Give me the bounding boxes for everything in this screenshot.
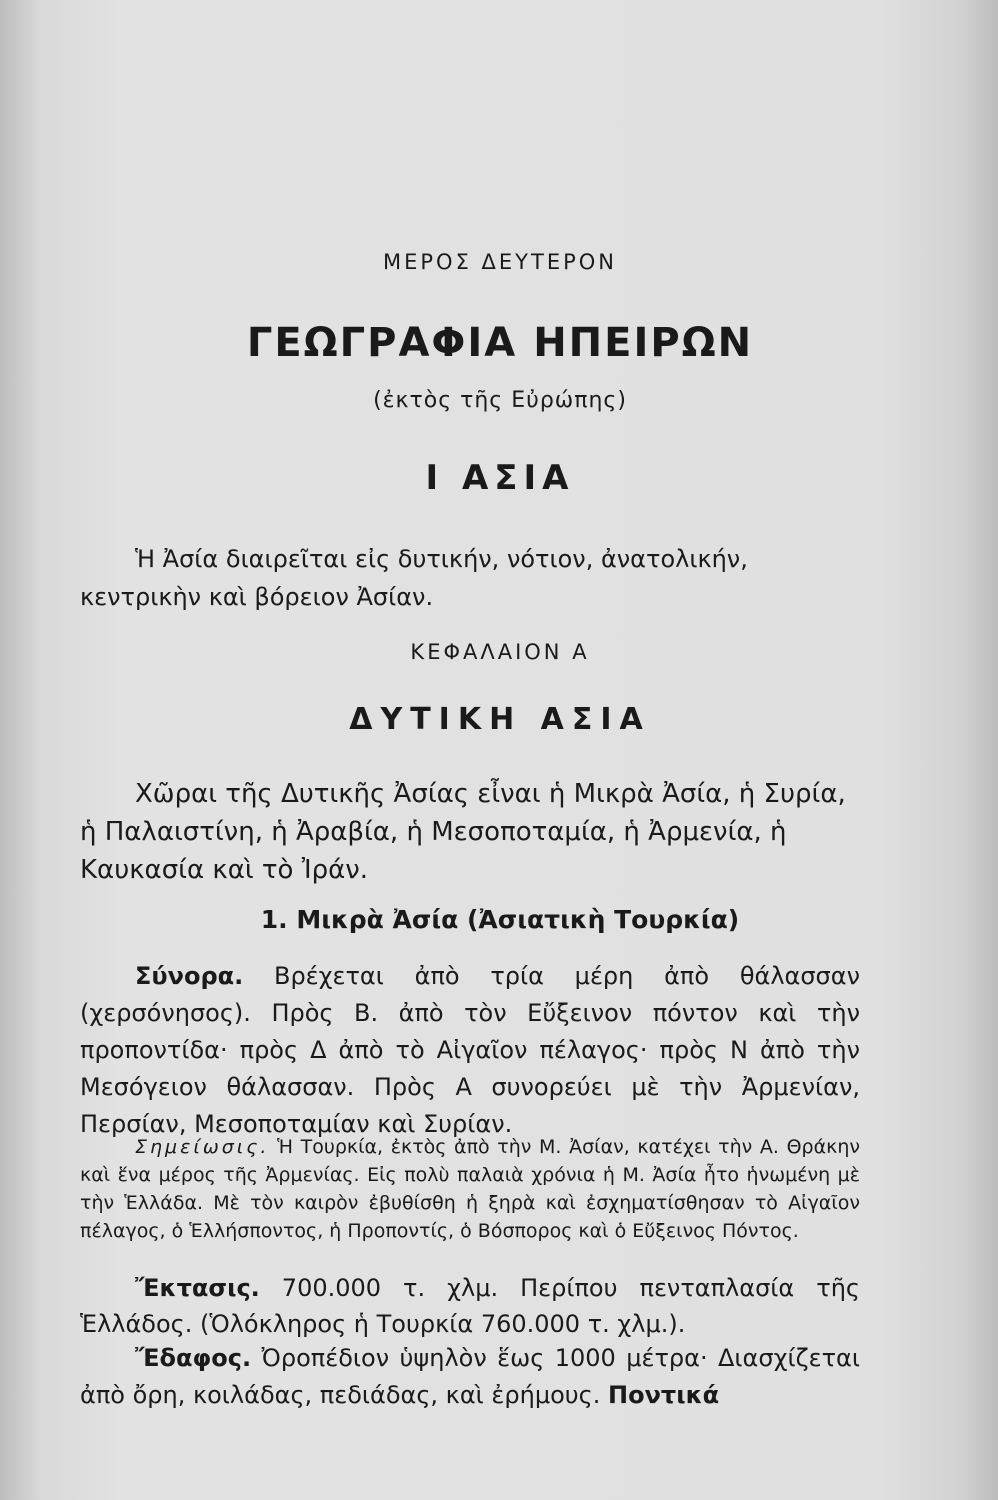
section-intro-text: Ἡ Ἀσία διαιρεῖται εἰς δυτικήν, νότιον, ἀνατολικήν, κεντρικὴν καὶ βόρειον Ἀσίαν. bbox=[80, 545, 748, 611]
chapter-intro-prefix: Χῶραι τῆς Δυτικῆς Ἀσίας εἶναι ἡ bbox=[135, 779, 574, 809]
chapter-title: ΔΥΤΙΚΗ ΑΣΙΑ bbox=[349, 702, 651, 737]
chapter-intro-countries: Μικρὰ Ἀσία, ἡ Συρία, ἡ Παλαιστίνη, ἡ Ἀραβία, ἡ Μεσοποταμία, ἡ Ἀρμενία, ἡ Καυκασία καὶ τὸ Ἰράν. bbox=[80, 779, 846, 885]
part-label: ΜΕΡΟΣ ΔΕΥΤΕΡΟΝ bbox=[383, 250, 617, 274]
borders-text: Βρέχεται ἀπὸ τρία μέρη ἀπὸ θάλασσαν (χερσόνησος). Πρὸς Β. ἀπὸ τὸν Εὔξεινον πόντον καὶ τὴν προποντίδα· πρὸς Δ ἀπὸ τὸ Αἰγαῖον πέλαγος· πρὸς Ν ἀπὸ τὴν Μεσόγειον θάλασσαν. Πρὸς Α συνορεύει μὲ τὴν Ἀρμενίαν, Περσίαν, Μεσοποταμίαν καὶ Συρίαν. bbox=[80, 962, 860, 1138]
page-title: ΓΕΩΓΡΑΦΙΑ ΗΠΕΙΡΩΝ bbox=[246, 320, 754, 366]
soil-line bbox=[80, 1340, 860, 1414]
soil-label: Ἔδαφος. bbox=[135, 1344, 252, 1372]
soil-paragraph bbox=[80, 1340, 860, 1414]
note-line bbox=[80, 1133, 860, 1245]
note-label: Σημείωσις. bbox=[135, 1136, 270, 1158]
section-intro bbox=[80, 540, 860, 616]
section-title: I ΑΣΙΑ bbox=[425, 458, 575, 498]
note-text: Ἡ Τουρκία, ἐκτὸς ἀπὸ τὴν Μ. Ἀσίαν, κατέχει τὴν Α. Θράκην καὶ ἕνα μέρος τῆς Ἀρμενίας. Εἰς πολὺ παλαιὰ χρόνια ἡ Μ. Ἀσία ἦτο ἡνωμένη μὲ τὴν Ἑλλάδα. Μὲ τὸν καιρὸν ἐβυθίσθη ἡ ξηρὰ καὶ ἐσχηματίσθησαν τὸ Αἰγαῖον πέλαγος, ὁ Ἑλλήσποντος, ἡ Προποντίς, ὁ Βόσπορος καὶ ὁ Εὔξεινος Πόντος. bbox=[80, 1136, 860, 1242]
page-subtitle: (ἐκτὸς τῆς Εὐρώπης) bbox=[373, 388, 627, 413]
chapter-intro bbox=[80, 775, 860, 889]
chapter-label: ΚΕΦΑΛΑΙΟΝ Α bbox=[410, 640, 590, 664]
area-text: 700.000 τ. χλμ. Περίπου πενταπλασία τῆς Ἑλλάδος. (Ὁλόκληρος ἡ Τουρκία 760.000 τ. χλμ.). bbox=[80, 1274, 860, 1338]
soil-text: Ὀροπέδιον ὑψηλὸν ἕως 1000 μέτρα· Διασχίζεται ἀπὸ ὄρη, κοιλάδας, πεδιάδας, καὶ ἐρήμους. bbox=[80, 1344, 860, 1409]
area-line bbox=[80, 1270, 860, 1342]
borders-line bbox=[80, 958, 860, 1143]
borders-label: Σύνορα. bbox=[135, 962, 244, 990]
note-paragraph bbox=[80, 1133, 860, 1245]
soil-bold-end: Ποντικά bbox=[608, 1381, 720, 1409]
borders-paragraph bbox=[80, 958, 860, 1143]
area-paragraph bbox=[80, 1270, 860, 1342]
chapter-intro-line bbox=[80, 775, 860, 889]
area-label: Ἔκτασις. bbox=[135, 1274, 260, 1302]
subsection-heading: 1. Μικρὰ Ἀσία (Ἀσιατικὴ Τουρκία) bbox=[260, 905, 740, 934]
